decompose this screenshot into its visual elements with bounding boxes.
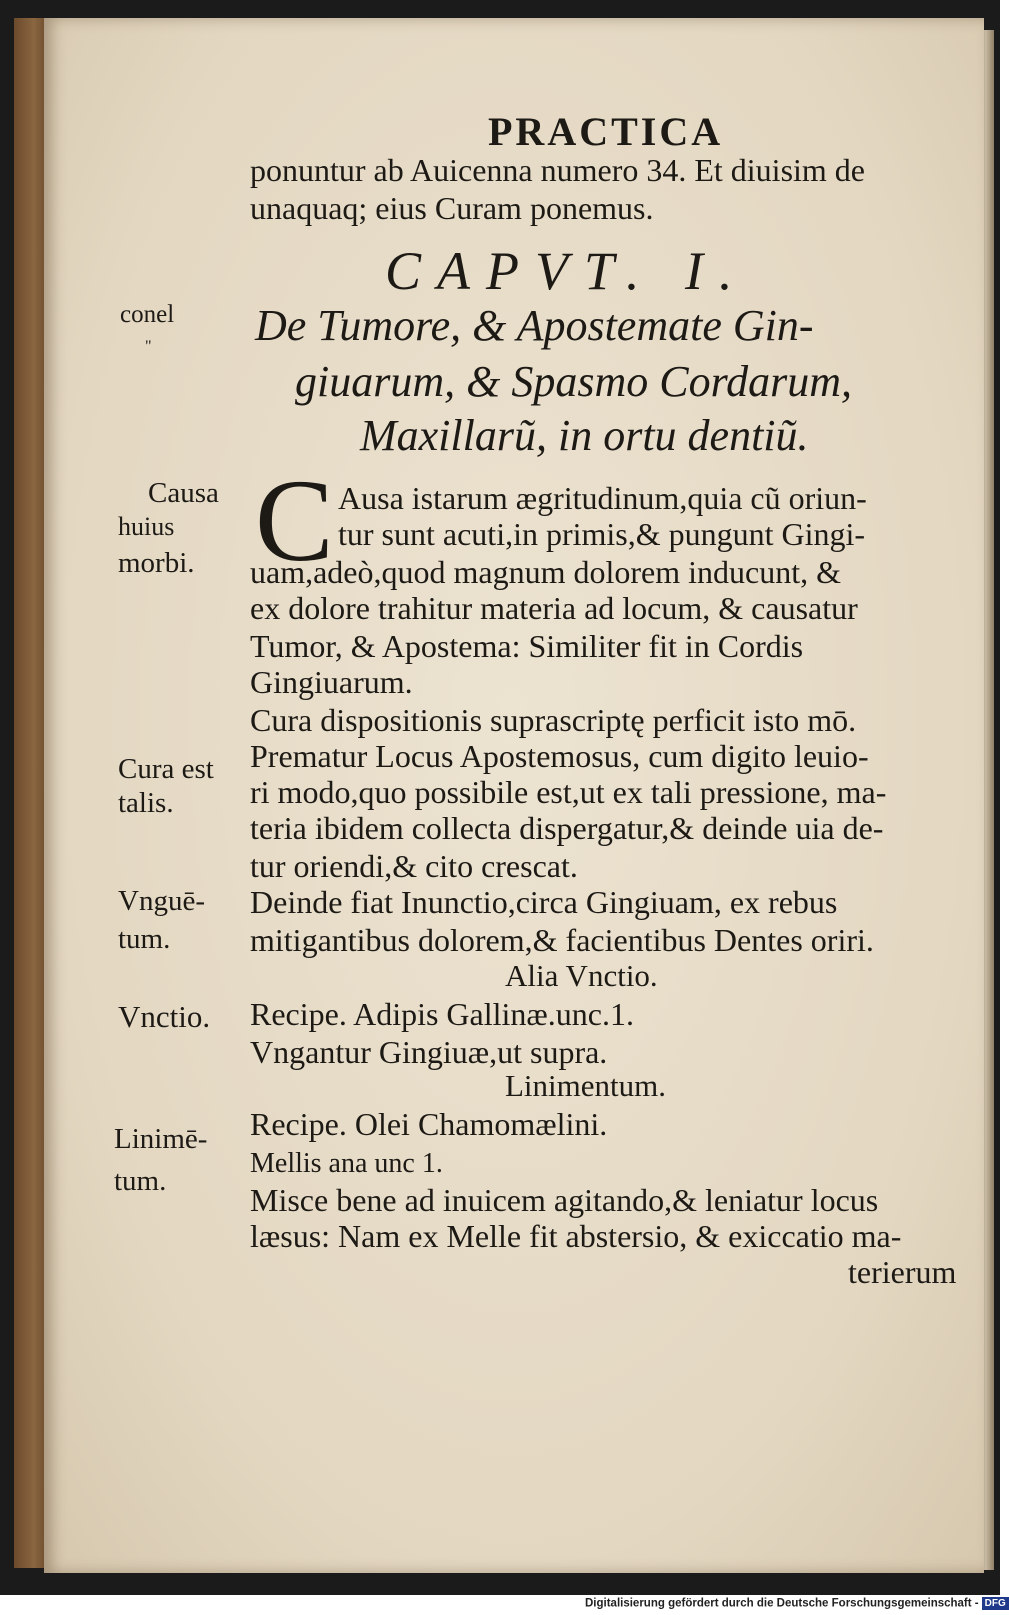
tail-line-2: læsus: Nam ex Melle fit abstersio, & exiccatio ma- [250,1218,902,1254]
body-line-7: Cura dispositionis suprascriptę perficit isto mō. [250,702,857,738]
subheading-linimentum: Linimentum. [505,1068,667,1103]
chapter-title-line-3: Maxillarũ, in ortu dentiũ. [360,411,809,460]
body-line-5: Tumor, & Apostema: Similiter fit in Cordis [250,628,804,664]
body-line-8: Prematur Locus Apostemosus, cum digito leuio- [250,738,869,774]
body-line-12: Deinde fiat Inunctio,circa Gingiuam, ex rebus [250,884,838,920]
body-line-4: ex dolore trahitur materia ad locum, & causatur [250,590,858,626]
chapter-title-line-2: giuarum, & Spasmo Cordarum, [295,357,852,406]
body-line-13: mitigantibus dolorem,& facientibus Dentes oriri. [250,922,874,958]
dfg-logo: DFG [982,1597,1009,1610]
running-title: PRACTICA [488,109,724,154]
margin-note-unctio: Vnctio. [118,999,211,1034]
recipe-line-2: Recipe. Olei Chamomælini. [250,1106,608,1142]
intro-line-2: unaquaq; eius Curam ponemus. [250,190,654,226]
recipe-line-1: Recipe. Adipis Gallinæ.unc.1. [250,996,634,1032]
margin-note-causa-2: huius [118,512,175,541]
margin-note-linimentum-2: tum. [114,1165,167,1197]
body-line-3: uam,adeò,quod magnum dolorem inducunt, & [250,554,841,590]
credit-text: Digitalisierung gefördert durch die Deutsche Forschungsgemeinschaft - [585,1597,979,1610]
mellis-line: Mellis ana unc 1. [250,1148,443,1179]
body-line-1: Ausa istarum ægritudinum,quia cũ oriun- [338,480,867,516]
margin-note-cura-2: talis. [118,787,174,819]
body-line-2: tur sunt acuti,in primis,& pungunt Gingi- [338,516,866,552]
catchword: terierum [848,1254,957,1290]
margin-note-linimentum-1: Linimē- [114,1123,208,1155]
body-line-10: teria ibidem collecta dispergatur,& deinde uia de- [250,810,884,846]
body-line-9: ri modo,quo possibile est,ut ex tali pressione, ma- [250,774,887,810]
chapter-heading: CAPVT. I. [385,241,749,301]
margin-note-causa-1: Causa [148,477,219,509]
margin-note-concl-mark: " [145,338,152,355]
body-line-6: Gingiuarum. [250,664,413,700]
digitization-credit [585,1597,1009,1610]
tail-line-1: Misce bene ad inuicem agitando,& leniatur locus [250,1182,879,1218]
intro-line-1: ponuntur ab Auicenna numero 34. Et diuisim de [250,152,865,188]
subheading-alia-unctio: Alia Vnctio. [505,958,658,993]
drop-cap: C [255,455,334,586]
margin-note-unguentum-2: tum. [118,923,171,955]
margin-note-concl: conel [120,301,175,328]
margin-note-cura-1: Cura est [118,753,214,785]
margin-note-unguentum-1: Vnguē- [118,885,205,917]
body-line-11: tur oriendi,& cito crescat. [250,848,578,884]
margin-note-causa-3: morbi. [118,547,195,579]
chapter-title-line-1: De Tumore, & Apostemate Gin- [255,301,814,350]
unguantur-line: Vngantur Gingiuæ,ut supra. [250,1034,608,1070]
